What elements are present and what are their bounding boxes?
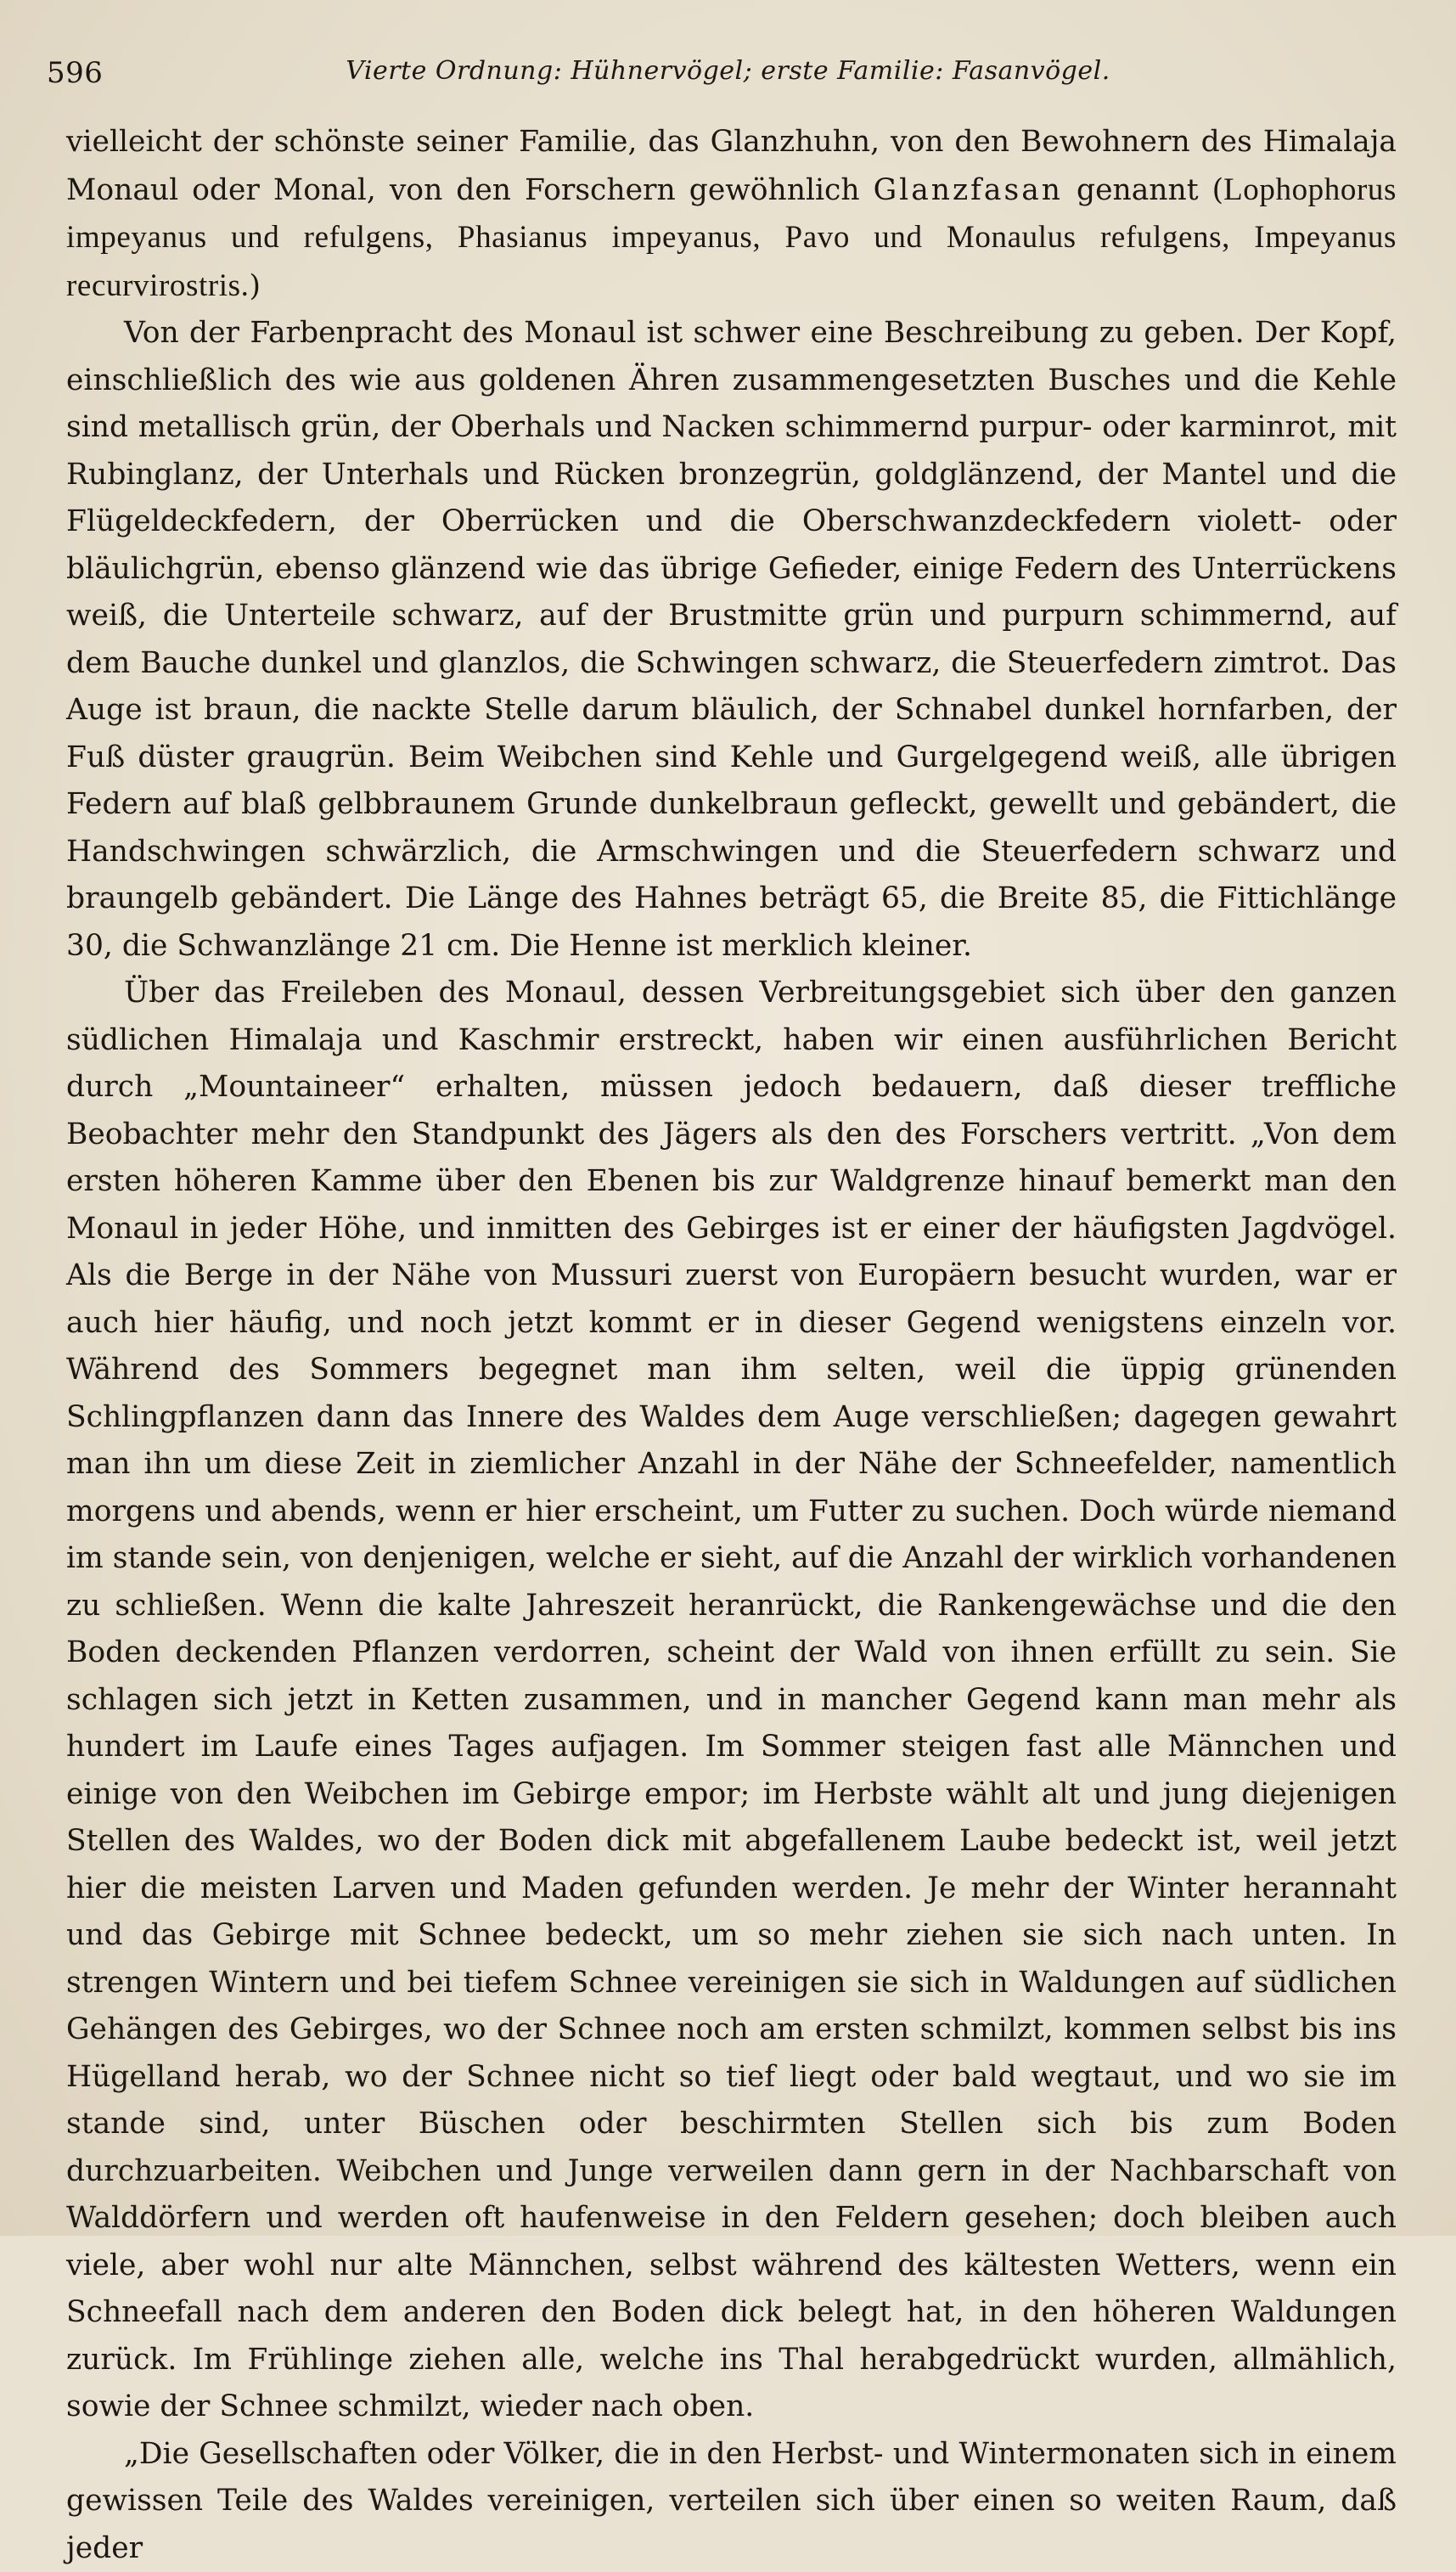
body-text <box>66 119 1397 2572</box>
paragraph-1 <box>66 119 1397 310</box>
paragraph-3: Über das Freileben des Monaul, dessen Verbreitungsgebiet sich über den ganzen südlichen Himalaja und Kaschmir erstreckt, haben wir einen ausführlichen Bericht durch „Mountaineer“ erhalten, müssen jedoch bedauern, daß dieser treffliche Beobachter mehr den Standpunkt des Jägers als den des Forschers vertritt. „Von dem ersten höheren Kamme über den Ebenen bis zur Waldgrenze hinauf bemerkt man den Monaul in jeder Höhe, und inmitten des Gebirges ist er einer der häufigsten Jagdvögel. Als die Berge in der Nähe von Mussuri zuerst von Europäern besucht wurden, war er auch hier häufig, und noch jetzt kommt er in dieser Gegend wenigstens einzeln vor. Während des Sommers begegnet man ihm selten, weil die üppig grünenden Schlingpflanzen dann das Innere des Waldes dem Auge verschließen; dagegen gewahrt man ihn um diese Zeit in ziemlicher Anzahl in der Nähe der Schneefelder, namentlich morgens und abends, wenn er hier erscheint, um Futter zu suchen. Doch würde niemand im stande sein, von denjenigen, welche er sieht, auf die Anzahl der wirklich vorhandenen zu schließen. Wenn die kalte Jahreszeit heranrückt, die Rankengewächse und die den Boden deckenden Pflanzen verdorren, scheint der Wald von ihnen erfüllt zu sein. Sie schlagen sich jetzt in Ketten zusammen, und in mancher Gegend kann man mehr als hundert im Laufe eines Tages aufjagen. Im Sommer steigen fast alle Männchen und einige von den Weibchen im Gebirge empor; im Herbste wählt alt und jung diejenigen Stellen des Waldes, wo der Boden dick mit abgefallenem Laube bedeckt ist, weil jetzt hier die meisten Larven und Maden gefunden werden. Je mehr der Winter herannaht und das Gebirge mit Schnee bedeckt, um so mehr ziehen sie sich nach unten. In strengen Wintern und bei tiefem Schnee vereinigen sie sich in Waldungen auf südlichen Gehängen des Gebirges, wo der Schnee noch am ersten schmilzt, kommen selbst bis ins Hügelland herab, wo der Schnee nicht so tief liegt oder bald wegtaut, und wo sie im stande sind, unter Büschen oder beschirmten Stellen sich bis zum Boden durchzuarbeiten. Weibchen und Junge verweilen dann gern in der Nachbarschaft von Walddörfern und werden oft haufenweise in den Feldern gesehen; doch bleiben auch viele, aber wohl nur alte Männchen, selbst während des kältesten Wetters, wenn ein Schneefall nach dem anderen den Boden dick belegt hat, in den höheren Waldungen zurück. Im Frühlinge ziehen alle, welche ins Thal herabgedrückt wurden, allmählich, sowie der Schnee schmilzt, wieder nach oben. <box>66 970 1397 2431</box>
paragraph-1-text-c: genannt ( <box>1063 173 1223 207</box>
running-title: Vierte Ordnung: Hühnervögel; erste Familie: Fasanvögel. <box>47 56 1409 86</box>
paragraph-1-latin-names: Lophophorus impeyanus und refulgens, Phasianus impeyanus, Pavo und Monaulus refulgens, Impeyanus recurvirostris. <box>66 172 1397 303</box>
paragraph-2: Von der Farbenpracht des Monaul ist schwer eine Beschreibung zu geben. Der Kopf, einschließlich des wie aus goldenen Ähren zusammengesetzten Busches und die Kehle sind metallisch grün, der Oberhals und Nacken schimmernd purpur- oder karminrot, mit Rubinglanz, der Unterhals und Rücken bronzegrün, goldglänzend, der Mantel und die Flügeldeckfedern, der Oberrücken und die Oberschwanzdeckfedern violett- oder bläulichgrün, ebenso glänzend wie das übrige Gefieder, einige Federn des Unterrückens weiß, die Unterteile schwarz, auf der Brustmitte grün und purpurn schimmernd, auf dem Bauche dunkel und glanzlos, die Schwingen schwarz, die Steuerfedern zimtrot. Das Auge ist braun, die nackte Stelle darum bläulich, der Schnabel dunkel hornfarben, der Fuß düster graugrün. Beim Weibchen sind Kehle und Gurgelgegend weiß, alle übrigen Federn auf blaß gelbbraunem Grunde dunkelbraun gefleckt, gewellt und gebändert, die Handschwingen schwärzlich, die Armschwingen und die Steuerfedern schwarz und braungelb gebändert. Die Länge des Hahnes beträgt 65, die Breite 85, die Fittichlänge 30, die Schwanzlänge 21 cm. Die Henne ist merklich kleiner. <box>66 310 1397 970</box>
running-head <box>47 53 1409 95</box>
paragraph-4: „Die Gesellschaften oder Völker, die in den Herbst- und Wintermonaten sich in einem gewissen Teile des Waldes vereinigen, verteilen sich über einen so weiten Raum, daß jeder <box>66 2431 1397 2572</box>
page-number: 596 <box>47 56 103 90</box>
paragraph-1-text-e: ) <box>250 269 261 303</box>
paragraph-1-glanzfasan: Glanzfasan <box>874 173 1063 207</box>
paragraph-1-text-a: vielleicht der schönste seiner Familie, das Glanzhuhn, von den Bewohnern des Himalaja Monaul oder Monal, von den Forschern gewöhnlich <box>66 125 1397 207</box>
